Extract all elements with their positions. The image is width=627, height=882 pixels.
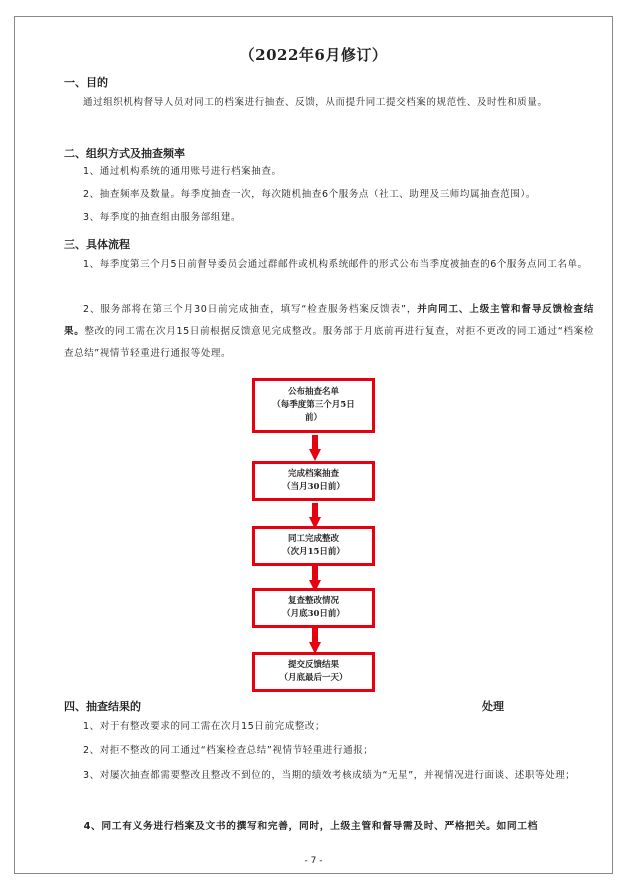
section-4-heading-tail: 处理 [482, 700, 504, 713]
section-1-paragraph: 通过组织机构督导人员对同工的档案进行抽查、反馈，从而提升同工提交档案的规范性、及时性和质量。 [83, 97, 548, 108]
section-2-item-3: 3、每季度的抽查组由服务部组建。 [83, 212, 242, 223]
page-number: - 7 - [304, 856, 323, 866]
section-2-item-1: 1、通过机构系统的通用账号进行档案抽查。 [83, 166, 282, 177]
flow-arrow-4 [309, 628, 321, 654]
flow-step-publish-list: 公布抽查名单 （每季度第三个月5日 前） [252, 378, 375, 433]
section-4-item-1: 1、对于有整改要求的同工需在次月15日前完成整改； [83, 721, 326, 732]
flow-step-rectify: 同工完成整改 （次月15日前） [252, 526, 375, 566]
section-4-item-2: 2、对拒不整改的同工通过“档案检查总结”视情节轻重进行通报； [83, 745, 374, 756]
document-title: （2022年6月修订） [239, 46, 388, 64]
section-2-item-2: 2、抽查频率及数量。每季度抽查一次，每次随机抽查6个服务点（社工、助理及三师均属抽查范围）。 [83, 189, 536, 200]
section-4-item-4: 4、同工有义务进行档案及文书的撰写和完善，同时，上级主管和督导需及时、严格把关。如同工档 [83, 821, 539, 832]
flow-arrow-1 [309, 435, 321, 461]
flow-step-complete-check: 完成档案抽查 （当月30日前） [252, 461, 375, 501]
section-3-item-2: 2、服务部将在第三个月30日前完成抽查，填写“检查服务档案反馈表”，并向同工、上级主管和督导反馈检查结果。整改的同工需在次月15日前根据反馈意见完成整改。服务部于月底前再进行复查，对拒不更改的同工通过“档案检查总结”视情节轻重进行通报等处理。 [64, 304, 594, 359]
flow-step-submit-feedback: 提交反馈结果 （月底最后一天） [252, 652, 375, 692]
section-3-heading: 三、具体流程 [64, 238, 130, 251]
section-1-heading: 一、目的 [64, 76, 108, 89]
section-3-item-1: 1、每季度第三个月5日前督导委员会通过群邮件或机构系统邮件的形式公布当季度被抽查的6个服务点同工名单。 [83, 259, 588, 270]
flow-step-recheck: 复查整改情况 （月底30日前） [252, 588, 375, 628]
section-4-item-3: 3、对屡次抽查都需要整改且整改不到位的，当期的绩效考核成绩为“无星”，并视情况进行面谈、述职等处理； [83, 770, 576, 781]
section-2-heading: 二、组织方式及抽查频率 [64, 147, 185, 160]
section-4-heading: 四、抽查结果的 [64, 700, 141, 713]
